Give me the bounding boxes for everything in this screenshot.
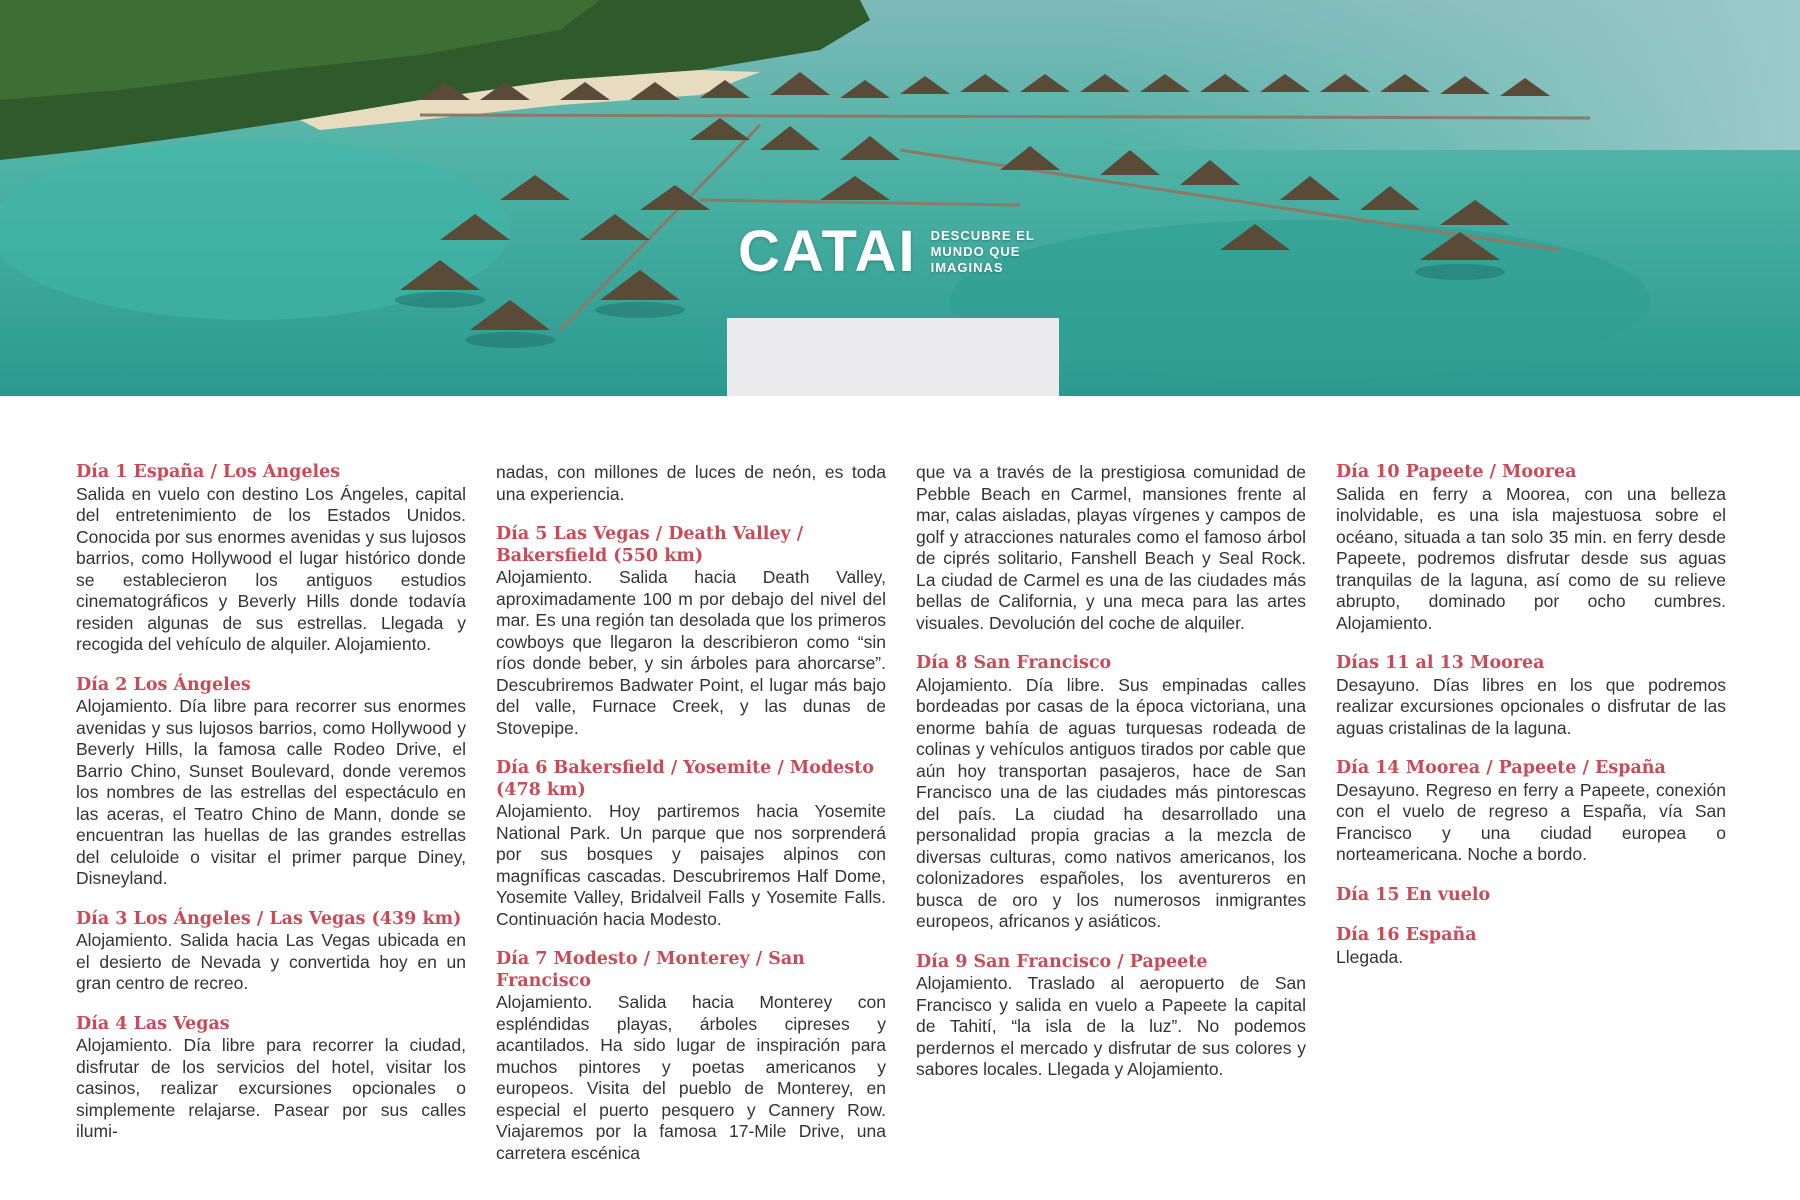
day-title: Día 4 Las Vegas: [76, 1013, 230, 1034]
day-title: Día 8 San Francisco: [916, 653, 1112, 673]
itinerary-column-4: [1336, 462, 1726, 1162]
day-description: Alojamiento. Hoy partiremos hacia Yosemite National Park. Un parque que nos sorprenderá por sus bosques y paisajes alpinos con magníficas cascadas. Descubriremos Half Dome, Yosemite Valley, Bridalveil Falls y Yosemite Falls. Continuación hacia Modesto.: [496, 801, 886, 929]
day-title: Día 10 Papeete / Moorea: [1336, 462, 1577, 482]
itinerary-day: [76, 675, 466, 890]
logo-tagline: [931, 228, 1035, 276]
day-title: Día 5 Las Vegas / Death Valley / Bakersfield (550 km): [496, 524, 804, 566]
itinerary-column-2: [496, 462, 886, 1162]
day-title: Día 3 Los Ángeles / Las Vegas (439 km): [76, 908, 462, 929]
day-description: Alojamiento. Salida hacia Las Vegas ubicada en el desierto de Nevada y convertida hoy en un gran centro de recreo.: [76, 930, 466, 993]
itinerary-day: [76, 909, 466, 995]
day-description: Desayuno. Días libres en los que podremos realizar excursiones opcionales o disfrutar de las aguas cristalinas de la laguna.: [1336, 674, 1726, 738]
itinerary-day-continued: [496, 462, 886, 505]
day-title: Día 2 Los Ángeles: [76, 674, 251, 695]
itinerary-day: [1336, 653, 1726, 739]
logo-tagline-line: DESCUBRE EL: [930, 228, 1035, 243]
itinerary-day: [1336, 462, 1726, 634]
day-description: Alojamiento. Día libre para recorrer la ciudad, disfrutar de los servicios del hotel, visitar los casinos, realizar excursiones opcionales o simplemente relajarse. Pasear por sus calles ilumi-: [76, 1035, 466, 1141]
hero-photo: [0, 0, 1800, 396]
day-description: nadas, con millones de luces de neón, es toda una experiencia.: [496, 462, 886, 504]
itinerary-day: [496, 524, 886, 739]
day-title: Día 1 España / Los Ángeles: [76, 462, 341, 482]
day-title: Días 11 al 13 Moorea: [1336, 653, 1545, 673]
itinerary-day: [76, 462, 466, 656]
day-title: Día 15 En vuelo: [1336, 884, 1491, 905]
itinerary-day: [76, 1014, 466, 1143]
itinerary-day: [1336, 758, 1726, 866]
day-title: Día 7 Modesto / Monterey / San Francisco: [496, 949, 805, 991]
itinerary-day: [916, 653, 1306, 933]
day-title: Día 14 Moorea / Papeete / España: [1336, 758, 1666, 778]
day-description: Alojamiento. Traslado al aeropuerto de San Francisco y salida en vuelo a Papeete la capital de Tahití, “la isla de la luz”. No podemos perdernos el mercado y disfrutar de sus colores y sabores locales. Llegada y Alojamiento.: [916, 973, 1306, 1079]
itinerary-column-3: [916, 462, 1306, 1162]
logo-tagline-line: MUNDO QUE: [930, 244, 1021, 259]
day-description: Alojamiento. Salida hacia Monterey con espléndidas playas, árboles cipreses y acantilados. Ha sido lugar de inspiración para muchos pintores y poetas americanos y europeos. Visita del pueblo de Monterey, en especial el puerto pesquero y Cannery Row. Viajaremos por la famosa 17-Mile Drive, una carretera escénica: [496, 992, 886, 1162]
itinerary-day: [496, 758, 886, 930]
itinerary-day: [1336, 885, 1726, 907]
day-title: Día 16 España: [1336, 925, 1477, 945]
itinerary-day: [916, 952, 1306, 1081]
day-description: Desayuno. Regreso en ferry a Papeete, conexión con el vuelo de regreso a España, vía San Francisco y una ciudad europea o norteamericana. Noche a bordo.: [1336, 779, 1726, 864]
itinerary: [76, 462, 1726, 1162]
logo-tagline-line: IMAGINAS: [930, 260, 1004, 275]
day-description: Salida en ferry a Moorea, con una belleza inolvidable, es una isla majestuosa sobre el océano, situada a tan solo 35 min. en ferry desde Papeete, podremos disfrutar desde sus aguas tranquilas de la laguna, así como de su relieve abrupto, dominado por ocho cumbres. Alojamiento.: [1336, 483, 1726, 633]
day-description: Salida en vuelo con destino Los Ángeles, capital del entretenimiento de los Estados Unidos. Conocida por sus enormes avenidas y sus lujosos barrios, como Hollywood el lugar histórico donde se establecieron los antiguos estudios cinematográficos y Beverly Hills donde todavía residen algunas de sus estrellas. Llegada y recogida del vehículo de alquiler. Alojamiento.: [76, 483, 466, 654]
day-title: Día 6 Bakersfield / Yosemite / Modesto (478 km): [496, 758, 874, 800]
day-description: que va a través de la prestigiosa comunidad de Pebble Beach en Carmel, mansiones frente al mar, calas aisladas, playas vírgenes y campos de golf y atracciones naturales como el famoso árbol de ciprés solitario, Fanshell Beach y Seal Rock. La ciudad de Carmel es una de las ciudades más bellas de California, y una meca para las artes visuales. Devolución del coche de alquiler.: [916, 462, 1306, 633]
day-description: Alojamiento. Día libre para recorrer sus enormes avenidas y sus lujosos barrios, como Hollywood y Beverly Hills, la famosa calle Rodeo Drive, el Barrio Chino, Sunset Boulevard, donde veremos los nombres de las estrellas del espectáculo en las aceras, el Teatro Chino de Mann, donde se encuentran las huellas de las grandes estrellas del celuloide o visitar el primer parque Diney, Disneyland.: [76, 696, 466, 888]
day-description: Alojamiento. Salida hacia Death Valley, aproximadamente 100 m por debajo del nivel del mar. Es una región tan desolada que los primeros cowboys que llegaron la describieron como “sin ríos donde beber, y sin árboles para ahorcarse”. Descubriremos Badwater Point, el lugar más bajo del valle, Furnace Creek, y las dunas de Stovepipe.: [496, 567, 886, 738]
itinerary-day-continued: [916, 462, 1306, 634]
day-description: Alojamiento. Día libre. Sus empinadas calles bordeadas por casas de la época victoriana, una enorme bahía de aguas turquesas rodeada de colinas y vehículos antiguos tirados por cable que aún hoy transportan pasajeros, hace de San Francisco una de las ciudades más pintorescas del país. La ciudad ha desarrollado una personalidad propia gracias a la mezcla de diversas culturas, como nativos americanos, los colonizadores españoles, los aventureros en busca de oro y los numerosos inmigrantes europeos, africanos y asiáticos.: [916, 674, 1306, 931]
itinerary-day: [496, 949, 886, 1162]
day-title: Día 9 San Francisco / Papeete: [916, 951, 1208, 972]
day-description: Llegada.: [1336, 946, 1404, 967]
overlay-tab: [727, 318, 1059, 396]
itinerary-column-1: [76, 462, 466, 1162]
itinerary-day: [1336, 925, 1726, 968]
logo-wordmark: CATAI: [738, 219, 917, 284]
catai-logo: [738, 219, 1035, 284]
